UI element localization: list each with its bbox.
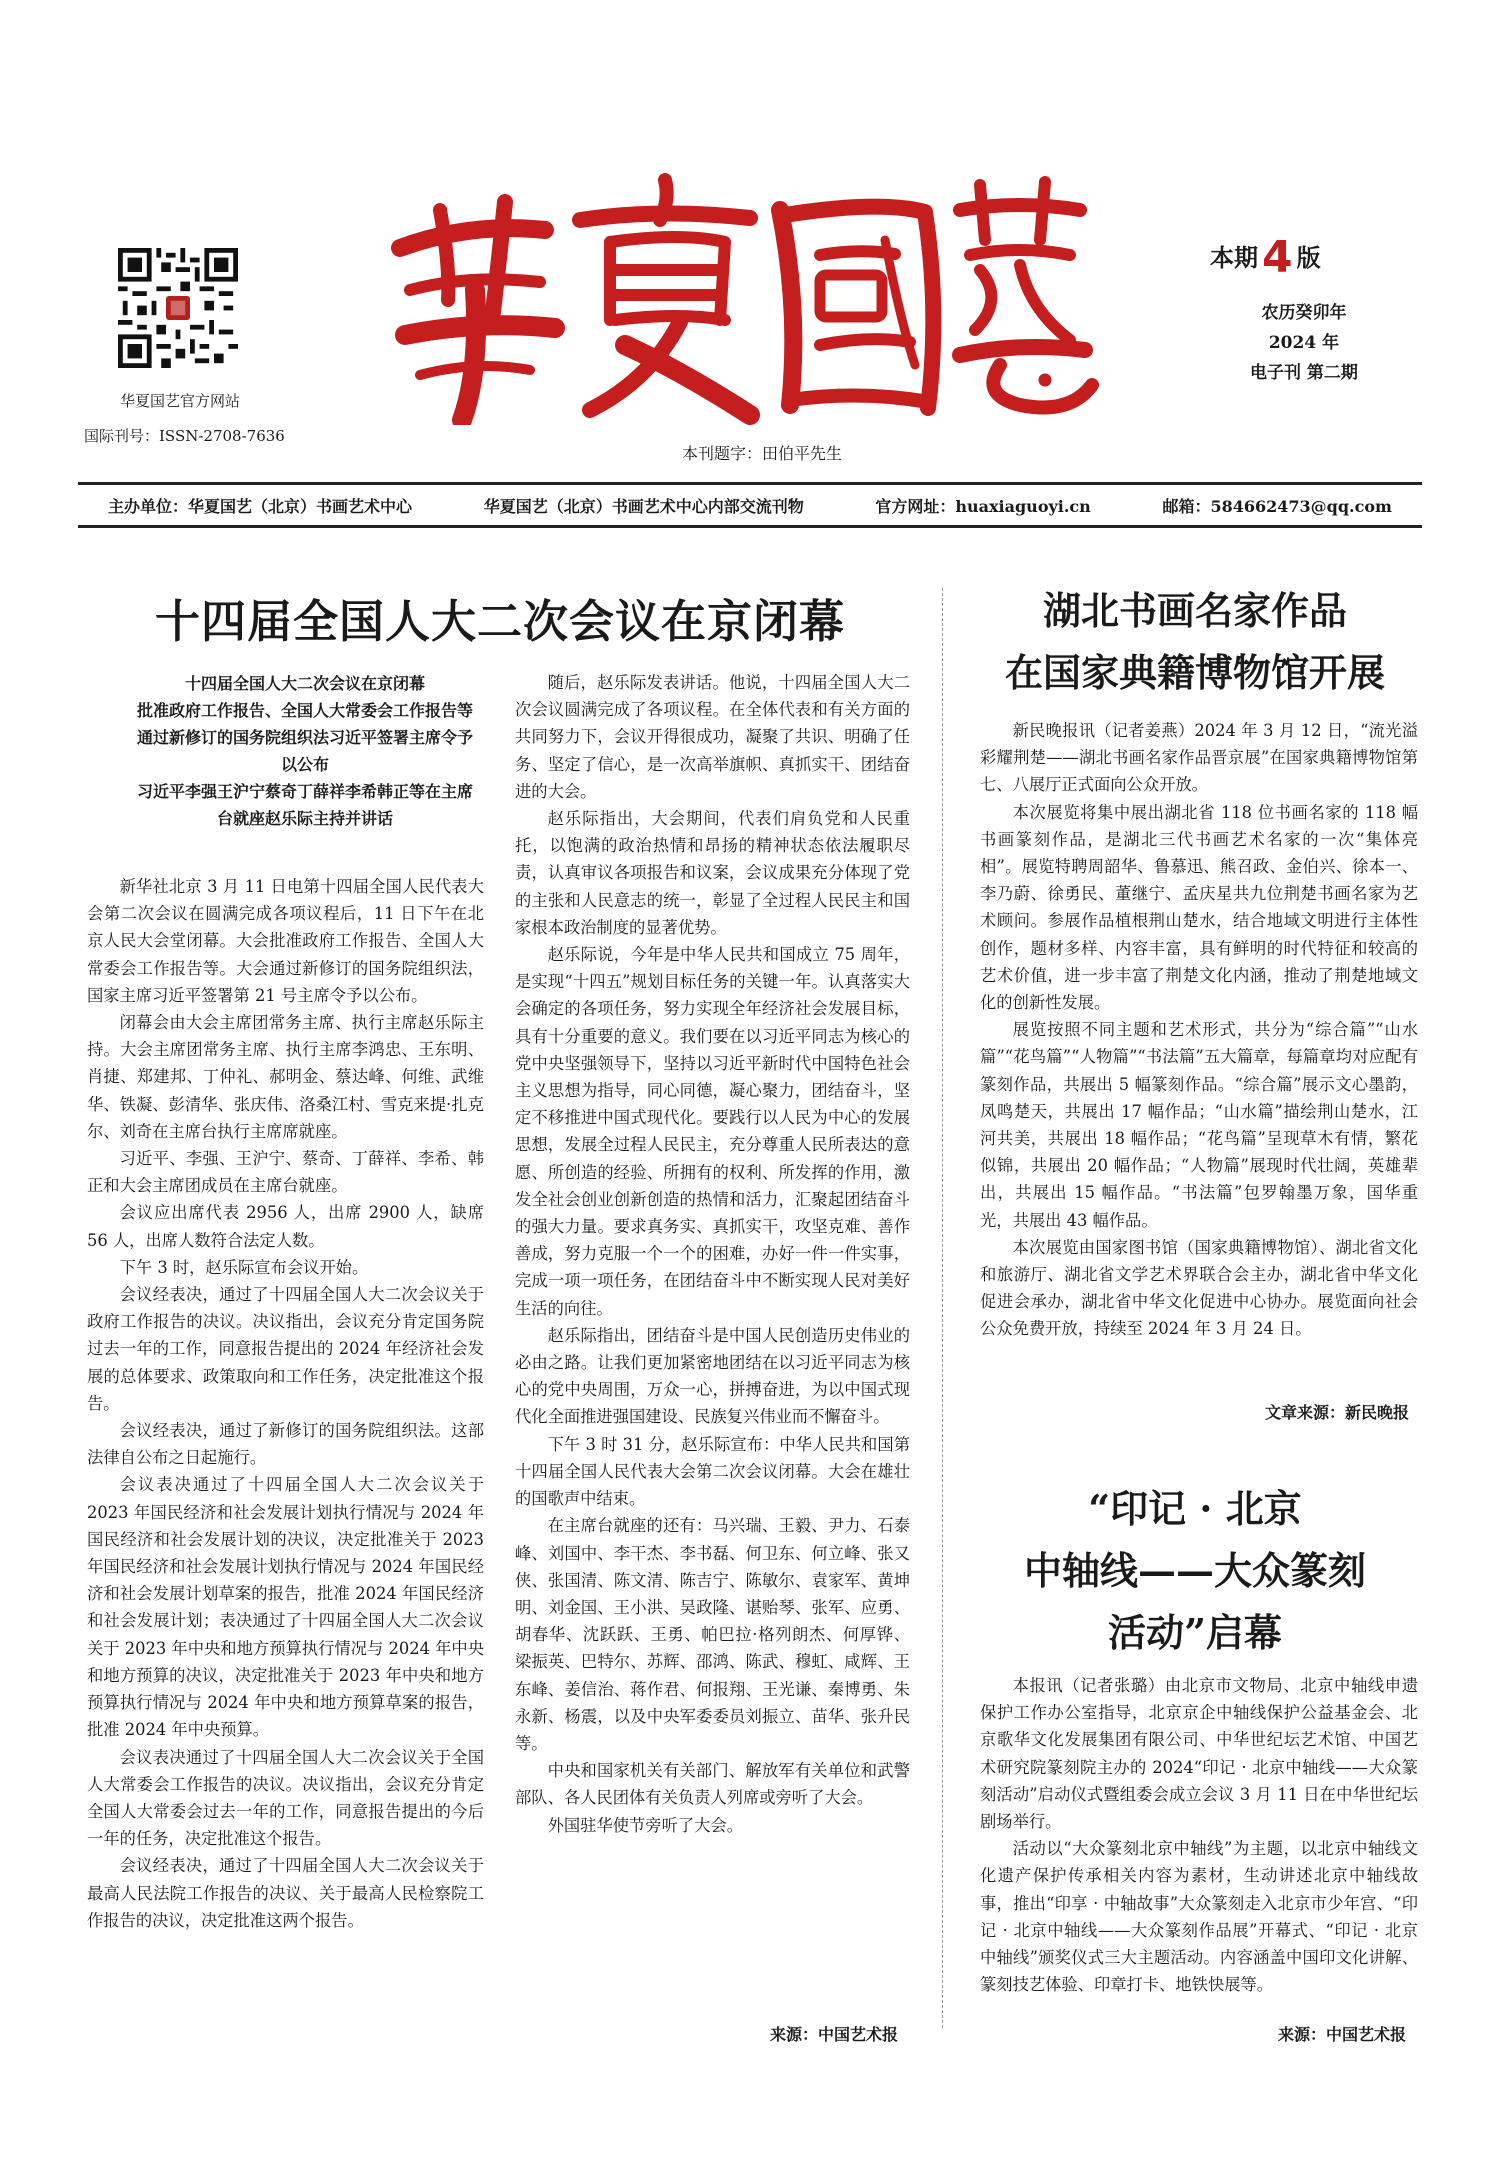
issn: 国际刊号：ISSN-2708-7636	[84, 427, 285, 445]
paragraph: 新民晚报讯（记者姜燕）2024 年 3 月 12 日，“流光溢彩耀荆楚——湖北书画名家作品晋京展”在国家典籍博物馆第七、八展厅正式面向公众开放。	[980, 721, 1418, 795]
paragraph: 本报讯（记者张璐）由北京市文物局、北京中轴线申遗保护工作办公室指导，北京京企中轴线保护公益基金会、北京歌华文化发展集团有限公司、中华世纪坛艺术馆、中国艺术研究院篆刻院主办的 2024“印记 · 北京中轴线——大众篆刻活动”启动仪式暨组委会成立会议 3 月 11 日在中华世纪坛剧场举行。	[980, 1676, 1418, 1832]
paragraph: 下午 3 时，赵乐际宣布会议开始。	[119, 1257, 369, 1277]
article2-body	[980, 717, 1418, 1343]
paragraph: 闭幕会由大会主席团常务主席、执行主席赵乐际主持。大会主席团常务主席、执行主席李鸿忠、王东明、肖捷、郑建邦、丁仲礼、郝明金、蔡达峰、何维、武维华、铁凝、彭清华、张庆伟、洛桑江村、雪克来提·扎克尔、刘奇在主席台执行主席席就座。	[87, 1013, 484, 1141]
paragraph: 本次展览由国家图书馆（国家典籍博物馆）、湖北省文化和旅游厅、湖北省文学艺术界联合会主办，湖北省中华文化促进会承办，湖北省中华文化促进中心协办。展览面向社会公众免费开放，持续至 2024 年 3 月 24 日。	[980, 1237, 1418, 1339]
lunar-year: 农历癸卯年	[1261, 303, 1347, 323]
paragraph: 赵乐际说，今年是中华人民共和国成立 75 周年，是实现“十四五”规划目标任务的关键一年。认真落实大会确定的各项任务，努力实现全年经济社会发展目标，具有十分重要的意义。我们要在以习近平同志为核心的党中央坚强领导下，坚持以习近平新时代中国特色社会主义思想为指导，同心同德，凝心聚力，团结奋斗，坚定不移推进中国式现代化。要践行以人民为中心的发展思想，发展全过程人民民主，充分尊重人民所表达的意愿、所创造的经验、所拥有的权利、所发挥的作用，激发全社会创业创新创造的热情和活力，汇聚起团结奋斗的强大力量。要求真务实、真抓实干，攻坚克难、善作善成，努力克服一个一个的困难，办好一件一件实事，完成一项一项任务，在团结奋斗中不断实现人民对美好生活的向往。	[515, 945, 910, 1318]
paragraph: 中央和国家机关有关部门、解放军有关单位和武警部队、各人民团体有关负责人列席或旁听了大会。	[515, 1761, 910, 1808]
paragraph: 活动以“大众篆刻北京中轴线”为主题，以北京中轴线文化遗产保护传承相关内容为素材，生动讲述北京中轴线故事，推出“印享 · 中轴故事”大众篆刻走入北京市少年宫、“印记 · 北京中轴线——大众篆刻作品展”开幕式、“印记 · 北京中轴线”颁奖仪式三大主题活动。内容涵盖中国印文化讲解、篆刻技艺体验、印章打卡、地铁快展等。	[980, 1839, 1418, 1995]
paragraph: 赵乐际指出，团结奋斗是中国人民创造历史伟业的必由之路。让我们更加紧密地团结在以习近平同志为核心的党中央周围，万众一心，拼搏奋进，为以中国式现代化全面推进强国建设、民族复兴伟业而不懈奋斗。	[515, 1325, 910, 1427]
internal-publication: 华夏国艺（北京）书画艺术中心内部交流刊物	[483, 496, 804, 516]
paragraph: 随后，赵乐际发表讲话。他说，十四届全国人大二次会议圆满完成了各项议程。在全体代表和有关方面的共同努力下，会议开得很成功，凝聚了共识、明确了任务、坚定了信心，是一次高举旗帜、真抓实干、团结奋进的大会。	[515, 673, 910, 801]
website-link[interactable]: 官方网址：huaxiaguoyi.cn	[875, 496, 1091, 516]
qr-label: 华夏国艺官方网站	[119, 392, 240, 410]
headline-line: 中轴线——大众篆刻	[1023, 1548, 1366, 1593]
headline-line: 活动”启幕	[1108, 1610, 1282, 1655]
email-link[interactable]: 邮箱：584662473@qq.com	[1162, 496, 1392, 516]
qr-code[interactable]	[118, 248, 238, 368]
article3-source: 来源：中国艺术报	[1278, 2025, 1407, 2044]
inscription: 本刊题字：田伯平先生	[682, 444, 843, 463]
headline-line: 在国家典籍博物馆开展	[1004, 650, 1385, 695]
info-bar	[78, 482, 1422, 528]
article1-headline: 十四届全国人大二次会议在京闭幕	[154, 595, 845, 648]
issue-number	[1210, 232, 1321, 283]
headline-line: “印记 · 北京	[1088, 1486, 1302, 1531]
paragraph: 外国驻华使节旁听了大会。	[547, 1815, 743, 1835]
paragraph: 在主席台就座的还有：马兴瑞、王毅、尹力、石泰峰、刘国中、李干杰、李书磊、何卫东、何立峰、张又侠、张国清、陈文清、陈吉宁、陈敏尔、袁家军、黄坤明、刘金国、王小洪、吴政隆、谌贻琴、张军、应勇、胡春华、沈跃跃、王勇、帕巴拉·格列朗杰、何厚铧、梁振英、巴特尔、苏辉、邵鸿、陈武、穆虹、咸辉、王东峰、姜信治、蒋作君、何报翔、王光谦、秦博勇、朱永新、杨震，以及中央军委委员刘振立、苗华、张升民等。	[515, 1516, 910, 1753]
paragraph: 展览按照不同主题和艺术形式，共分为“综合篇”“山水篇”“花鸟篇”“人物篇”“书法篇”五大篇章，每篇章均对应配有篆刻作品，共展出 5 幅篆刻作品。“综合篇”展示文心墨韵，凤鸣楚天，共展出 17 幅作品；“山水篇”描绘荆山楚水，江河共美，共展出 18 幅作品；“花鸟篇”呈现草木有情，繁花似锦，共展出 20 幅作品；“人物篇”展现时代壮阔，英雄辈出，共展出 15 幅作品。“书法篇”包罗翰墨万象，国华重光，共展出 43 幅作品。	[980, 1020, 1418, 1230]
paragraph: 会议经表决，通过了新修订的国务院组织法。这部法律自公布之日起施行。	[87, 1421, 484, 1468]
article3-headline	[960, 1478, 1430, 1664]
article2-headline	[960, 580, 1430, 704]
edition: 电子刊 第二期	[1250, 363, 1358, 383]
paragraph: 下午 3 时 31 分，赵乐际宣布：中华人民共和国第十四届全国人民代表大会第二次会议闭幕。大会在雄壮的国歌声中结束。	[515, 1434, 910, 1509]
article1-subheads	[120, 670, 490, 832]
column-divider	[942, 588, 943, 2028]
masthead-logo	[380, 170, 1100, 425]
paragraph: 会议经表决，通过了十四届全国人大二次会议关于政府工作报告的决议。决议指出，会议充分肯定国务院过去一年的工作，同意报告提出的 2024 年经济社会发展的总体要求、政策取向和工作任务，决定批准这个报告。	[87, 1285, 484, 1413]
article3-body	[980, 1672, 1418, 1998]
paragraph: 会议表决通过了十四届全国人大二次会议关于全国人大常委会工作报告的决议。决议指出，会议充分肯定全国人大常委会过去一年的工作，同意报告提出的今后一年的任务，决定批准这个报告。	[87, 1747, 484, 1849]
paragraph: 会议应出席代表 2956 人，出席 2900 人，缺席 56 人，出席人数符合法定人数。	[87, 1203, 484, 1250]
article2-source: 文章来源：新民晚报	[1265, 1403, 1410, 1422]
article1-source: 来源：中国艺术报	[770, 2025, 899, 2044]
article1-column-2	[515, 669, 910, 1839]
issue-suffix: 版	[1296, 243, 1321, 272]
paragraph: 会议经表决，通过了十四届全国人大二次会议关于最高人民法院工作报告的决议、关于最高人民检察院工作报告的决议，决定批准这两个报告。	[87, 1856, 484, 1930]
subhead: 批准政府工作报告、全国人大常委会工作报告等	[136, 701, 473, 720]
issue-prefix: 本期	[1210, 243, 1258, 272]
sponsor: 主办单位：华夏国艺（北京）书画艺术中心	[108, 496, 413, 516]
subhead: 以公布	[280, 755, 329, 774]
subhead: 十四届全国人大二次会议在京闭幕	[184, 674, 425, 693]
paragraph: 会议表决通过了十四届全国人大二次会议关于 2023 年国民经济和社会发展计划执行情况与 2024 年国民经济和社会发展计划的决议，决定批准关于 2023 年国民经济和社会发展计划执行情况与 2024 年国民经济和社会发展计划草案的报告，批准 2024 年国民经济和社会发展计划；表决通过了十四届全国人大二次会议关于 2023 年中央和地方预算执行情况与 2024 年中央和地方预算的决议，决定批准关于 2023 年中央和地方预算执行情况与 2024 年中央和地方预算草案的报告，批准 2024 年中央预算。	[87, 1475, 484, 1740]
issue-number-value: 4	[1262, 232, 1293, 283]
subhead: 习近平李强王沪宁蔡奇丁薛祥李希韩正等在主席	[136, 782, 473, 801]
paragraph: 习近平、李强、王沪宁、蔡奇、丁薛祥、李希、韩正和大会主席团成员在主席台就座。	[87, 1149, 484, 1196]
subhead: 台就座赵乐际主持并讲话	[216, 809, 393, 828]
paragraph: 新华社北京 3 月 11 日电第十四届全国人民代表大会第二次会议在圆满完成各项议程后，11 日下午在北京人民大会堂闭幕。大会批准政府工作报告、全国人大常委会工作报告等。大会通过新修订的国务院组织法，国家主席习近平签署第 21 号主席令予以公布。	[87, 877, 484, 1005]
issue-meta	[1250, 298, 1358, 388]
subhead: 通过新修订的国务院组织法习近平签署主席令予	[136, 728, 473, 747]
article1-column-1	[87, 873, 484, 1934]
paragraph: 赵乐际指出，大会期间，代表们肩负党和人民重托，以饱满的政治热情和昂扬的精神状态依法履职尽责，认真审议各项报告和议案，会议成果充分体现了党的主张和人民意志的统一，彰显了全过程人民民主和国家根本政治制度的显著优势。	[515, 809, 910, 937]
headline-line: 湖北书画名家作品	[1042, 588, 1347, 633]
paragraph: 本次展览将集中展出湖北省 118 位书画名家的 118 幅书画篆刻作品，是湖北三代书画艺术名家的一次“集体亮相”。展览特聘周韶华、鲁慕迅、熊召政、金伯兴、徐本一、李乃蔚、徐勇民、董继宁、孟庆星共九位荆楚书画名家为艺术顾问。参展作品植根荆山楚水，结合地域文明进行主体性创作，题材多样、内容丰富，具有鲜明的时代特征和较高的艺术价值，进一步丰富了荆楚文化内涵，推动了荆楚地域文化的创新性发展。	[980, 802, 1418, 1013]
year: 2024 年	[1268, 333, 1340, 353]
